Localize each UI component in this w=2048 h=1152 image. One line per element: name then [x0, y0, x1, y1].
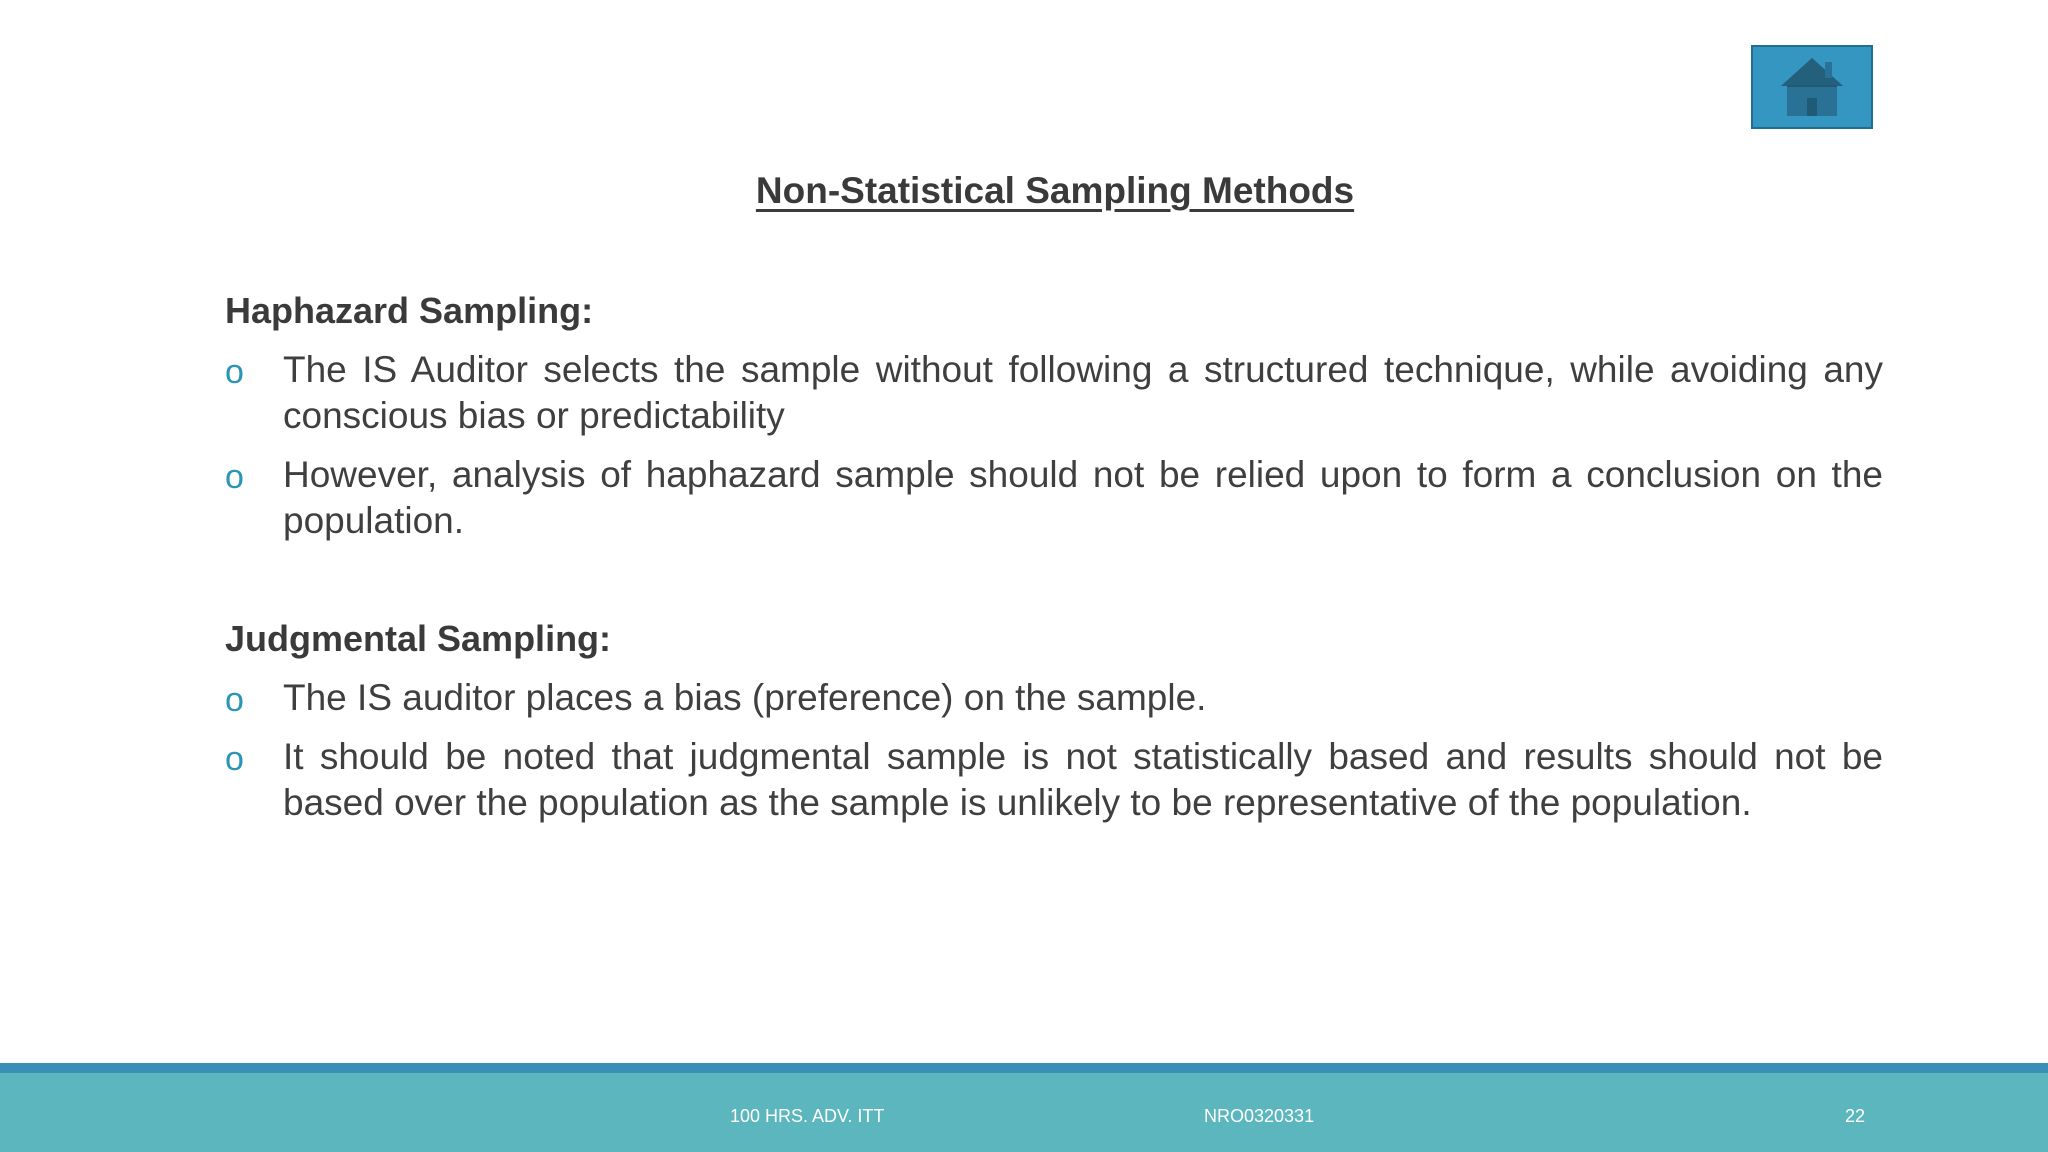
- bullet-text: The IS Auditor selects the sample without following a structured technique, while avoiding any conscious bias or predictability: [283, 349, 1883, 436]
- page-number: 22: [1845, 1106, 1866, 1126]
- list-item: [225, 734, 1883, 826]
- list-item: [225, 452, 1883, 544]
- section-heading: Judgmental Sampling:: [225, 618, 612, 659]
- bullet-marker: o: [225, 458, 244, 496]
- bullet-marker: o: [225, 353, 244, 391]
- bullet-marker: o: [225, 681, 244, 719]
- section-haphazard-sampling: [225, 288, 1883, 544]
- footer-bar: [0, 1073, 2048, 1152]
- slide-title: Non-Statistical Sampling Methods: [755, 170, 1355, 211]
- list-item: [225, 347, 1883, 439]
- section-heading: Haphazard Sampling:: [225, 290, 594, 331]
- footer-course: 100 HRS. ADV. ITT: [730, 1106, 885, 1126]
- footer-code: NRO0320331: [1204, 1106, 1315, 1126]
- list-item: [225, 675, 1883, 721]
- home-icon: [1777, 54, 1847, 120]
- bullet-marker: o: [225, 740, 244, 778]
- section-judgmental-sampling: [225, 616, 1883, 826]
- footer-stripe: [0, 1063, 2048, 1073]
- home-button[interactable]: [1751, 45, 1873, 129]
- bullet-text: However, analysis of haphazard sample should not be relied upon to form a conclusion on the population.: [283, 454, 1883, 541]
- bullet-text: The IS auditor places a bias (preference) on the sample.: [283, 677, 1207, 718]
- bullet-text: It should be noted that judgmental sample is not statistically based and results should not be based over the population as the sample is unlikely to be representative of the population.: [283, 736, 1883, 823]
